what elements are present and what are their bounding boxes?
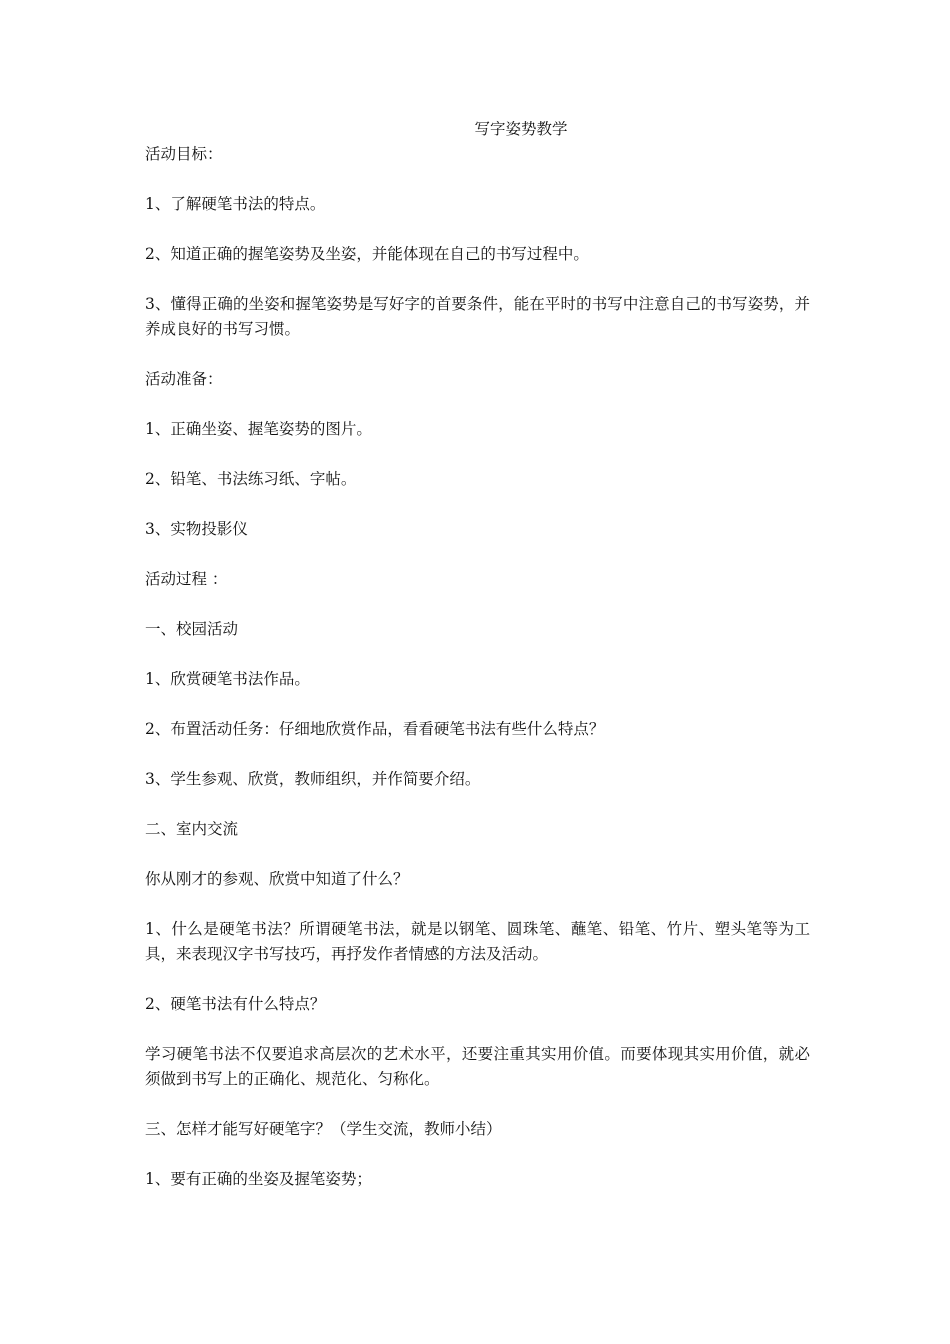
process-item: 2、布置活动任务：仔细地欣赏作品，看看硬笔书法有些什么特点？: [145, 720, 605, 738]
document-title: 写字姿势教学: [474, 120, 568, 138]
process-item: 3、学生参观、欣赏，教师组织，并作简要介绍。: [145, 770, 481, 788]
process-subheading: 二、室内交流: [145, 820, 239, 838]
section-heading-goals: 活动目标：: [145, 145, 223, 163]
goal-item: 3、懂得正确的坐姿和握笔姿势是写好字的首要条件，能在平时的书写中注意自己的书写姿势，并养成良好的书写习惯。: [145, 295, 810, 338]
process-item: 1、欣赏硬笔书法作品。: [145, 670, 310, 688]
goal-item: 2、知道正确的握笔姿势及坐姿，并能体现在自己的书写过程中。: [145, 245, 589, 263]
process-question: 你从刚才的参观、欣赏中知道了什么？: [145, 870, 409, 888]
process-text: 学习硬笔书法不仅要追求高层次的艺术水平，还要注重其实用价值。而要体现其实用价值，就必须做到书写上的正确化、规范化、匀称化。: [145, 1045, 810, 1088]
preparation-item: 3、实物投影仪: [145, 520, 248, 538]
preparation-item: 2、铅笔、书法练习纸、字帖。: [145, 470, 357, 488]
section-heading-process: 活动过程 ：: [145, 570, 228, 588]
process-subheading: 一、校园活动: [145, 620, 239, 638]
document-body: [145, 142, 810, 1217]
process-item: 1、要有正确的坐姿及握笔姿势；: [145, 1170, 372, 1188]
preparation-item: 1、正确坐姿、握笔姿势的图片。: [145, 420, 372, 438]
goal-item: 1、了解硬笔书法的特点。: [145, 195, 326, 213]
section-heading-preparation: 活动准备：: [145, 370, 223, 388]
process-item: 1、什么是硬笔书法？所谓硬笔书法，就是以钢笔、圆珠笔、蘸笔、铅笔、竹片、塑头笔等为工具，来表现汉字书写技巧，再抒发作者情感的方法及活动。: [145, 920, 810, 963]
process-subheading: 三、怎样才能写好硬笔字？（学生交流，教师小结）: [145, 1120, 502, 1138]
process-item: 2、硬笔书法有什么特点？: [145, 995, 326, 1013]
